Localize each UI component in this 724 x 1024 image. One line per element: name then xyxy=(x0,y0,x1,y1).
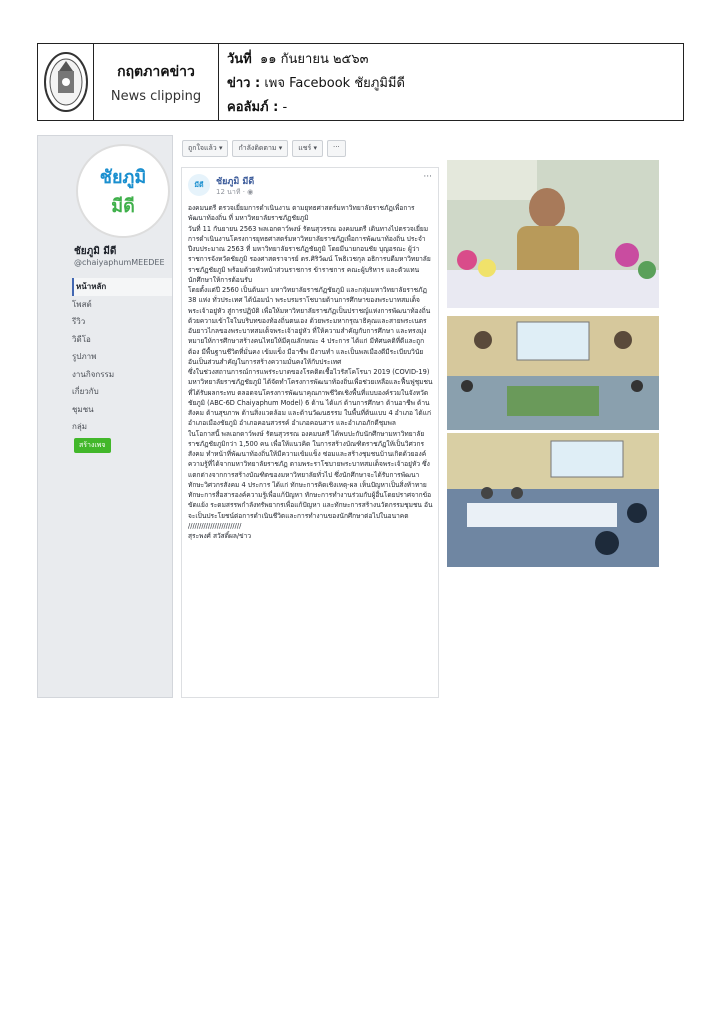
clipping-title-en: News clipping xyxy=(110,88,202,104)
column-label: คอลัมภ์ : xyxy=(227,99,279,115)
post-avatar[interactable]: มีดี xyxy=(188,174,210,196)
post-paragraph: โดยตั้งแต่ปี 2560 เป็นต้นมา มหาวิทยาลัยราชภัฏชัยภูมิ และกลุ่มมหาวิทยาลัยราชภัฏ 38 แห่ง ทั่วประเทศ ได้น้อมนำ พระบรมราโชบายด้านการศึกษาของพระบาทสมเด็จพระเจ้าอยู่หัว สู่การปฏิบัติ เพื่อให้มหาวิทยาลัยราชภัฏเป็นปราชญ์แห่งการพัฒนาท้องถิ่นด้วยความเข้าใจในบริบทของท้องถิ่นตนเอง ด้วยพระมหากรุณาธิคุณและสายพระเนตรอันยาวไกลของพระบาทสมเด็จพระเจ้าอยู่หัว ที่ให้ความสำคัญกับการศึกษา และทรงมุ่งหมายให้การศึกษาสร้างคนไทยให้มีคุณลักษณะ 4 ประการ ได้แก่ มีทัศนคติที่ดีและถูกต้อง มีพื้นฐานชีวิตที่มั่นคง เข้มแข็ง มีอาชีพ มีงานทำ และเป็นพลเมืองดีมีระเบียบวินัย อันเป็นส่วนสำคัญในการสร้างความมั่นคงให้กับประเทศ xyxy=(188,286,431,366)
post-separator: //////////////////////// xyxy=(188,521,242,530)
share-button[interactable]: แชร์ ▾ xyxy=(292,140,323,157)
post-more-icon[interactable]: ··· xyxy=(423,172,432,182)
photo-conference-table xyxy=(447,433,659,567)
liked-button[interactable]: ถูกใจแล้ว ▾ xyxy=(182,140,228,157)
following-button[interactable]: กำลังติดตาม ▾ xyxy=(232,140,288,157)
nav-item-photos[interactable]: รูปภาพ xyxy=(72,352,97,361)
nav-item-events[interactable]: งานกิจกรรม xyxy=(72,369,115,379)
title-cell xyxy=(94,44,219,120)
photo-official-speaking xyxy=(447,160,659,308)
post-photo-1[interactable] xyxy=(447,160,659,308)
post-body xyxy=(188,203,433,541)
facebook-post xyxy=(181,167,439,698)
source-label: ข่าว : xyxy=(227,75,261,91)
meta-cell xyxy=(219,44,683,120)
column-row xyxy=(227,96,675,117)
clipping-title-th: กฤตภาคข่าว xyxy=(117,63,195,80)
nav-item-groups[interactable]: กลุ่ม xyxy=(72,422,88,431)
photo-meeting-room xyxy=(447,316,659,430)
source-row xyxy=(227,72,675,93)
create-page-button[interactable]: สร้างเพจ xyxy=(74,438,111,453)
logo-cell xyxy=(38,44,94,120)
page-name: ชัยภูมิ มีดี xyxy=(74,246,117,257)
nav-item-reviews[interactable]: รีวิว xyxy=(72,317,86,326)
post-timestamp[interactable]: 12 นาที · ◉ xyxy=(216,188,254,196)
fb-page-sidebar xyxy=(37,135,173,698)
post-paragraph: วันที่ 11 กันยายน 2563 พลเอกดาว์พงษ์ รัตนสุวรรณ องคมนตรี เดินทางไปตรวจเยี่ยมการดำเนินงานโครงการยุทธศาสตร์มหาวิทยาลัยราชภัฏเพื่อการพัฒนาท้องถิ่น ประจำปีงบประมาณ 2563 ที่ มหาวิทยาลัยราชภัฏชัยภูมิ โดยมีนายกอนชัย บุญอรณะ ผู้ว่าราชการจังหวัดชัยภูมิ รองศาสตราจารย์ ดร.ศิริวัฒน์ โพธิเวชกุล อธิการบดีมหาวิทยาลัยราชภัฏชัยภูมิ พร้อมด้วยหัวหน้าส่วนราชการ ข้าราชการ คณะผู้บริหาร และตัวแทนนักศึกษาให้การต้อนรับ xyxy=(188,224,431,284)
column-value: - xyxy=(282,99,288,115)
nav-item-videos[interactable]: วิดีโอ xyxy=(72,334,91,344)
nav-item-posts[interactable]: โพสต์ xyxy=(72,299,92,309)
nav-item-home[interactable]: หน้าหลัก xyxy=(72,278,172,296)
page-handle: @chaiyaphumMEEDEE xyxy=(74,258,165,267)
page-action-toolbar xyxy=(182,140,346,157)
post-author[interactable]: ชัยภูมิ มีดี xyxy=(216,177,255,187)
logo-text-2: มีดี xyxy=(111,196,135,217)
nav-item-community[interactable]: ชุมชน xyxy=(72,404,94,414)
post-photo-3[interactable] xyxy=(447,433,659,567)
post-paragraph: ในโอกาสนี้ พลเอกดาว์พงษ์ รัตนสุวรรณ องคมนตรี ได้พบปะกับนักศึกษามหาวิทยาลัยราชภัฏชัยภูมิกว่า 1,500 คน เพื่อให้แนวคิด ในการสร้างบัณฑิตราชภัฏให้เป็นวิศวกรสังคม ทำหน้าที่พัฒนาท้องถิ่นให้มีความเข้มแข็ง ซ่อมและสร้างชุมชนบ้านเกิดด้วยองค์ความรู้ที่ได้จากมหาวิทยาลัยราชภัฏ ตามพระราโชบายพระบาทสมเด็จพระเจ้าอยู่หัว ซึ่งแตกต่างจากการสร้างบัณฑิตของมหาวิทยาลัยทั่วไป ซึ่งนักศึกษาจะได้รับการพัฒนาทักษะวิศวกรสังคม 4 ประการ ได้แก่ ทักษะการคิดเชิงเหตุ-ผล เห็นปัญหาเป็นสิ่งท้าทาย ทักษะการสื่อสารองค์ความรู้เพื่อแก้ปัญหา ทักษะการทำงานร่วมกับผู้อื่นโดยปราศจากข้อขัดแย้ง ระดมสรรพกำลังทรัพยากรเพื่อแก้ปัญหา และทักษะการสร้างนวัตกรรมชุมชน อันจะเป็นประโยชน์ต่อการดำเนินชีวิตและการทำงานของนักศึกษาต่อไปในอนาคต xyxy=(188,429,433,520)
source-value: เพจ Facebook ชัยภูมิมีดี xyxy=(264,75,405,91)
university-seal-icon xyxy=(43,51,89,113)
date-value: ๑๑ กันยายน ๒๕๖๓ xyxy=(260,51,369,67)
facebook-screenshot xyxy=(37,135,659,700)
date-label: วันที่ xyxy=(227,51,252,67)
more-button[interactable]: ··· xyxy=(327,140,346,157)
post-paragraph: องคมนตรี ตรวจเยี่ยมการดำเนินงาน ตามยุทธศาสตร์มหาวิทยาลัยราชภัฏเพื่อการพัฒนาท้องถิ่น ที่ มหาวิทยาลัยราชภัฏชัยภูมิ xyxy=(188,204,415,223)
post-paragraph: ซึ่งในช่วงสถานการณ์การแพร่ระบาดของโรคติดเชื้อไวรัสโคโรนา 2019 (COVID-19) มหาวิทยาลัยราชภัฏชัยภูมิ ได้จัดทำโครงการพัฒนาท้องถิ่นเพื่อช่วยเหลือและฟื้นฟูชุมชนที่ได้รับผลกระทบ ตลอดจนโครงการพัฒนาคุณภาพชีวิตเชิงพื้นที่แบบองค์รวมในจังหวัดชัยภูมิ (ABC-6D Chaiyaphum Model) 6 ด้าน ได้แก่ ด้านการศึกษา ด้านอาชีพ ด้านสังคม ด้านสุขภาพ ด้านสิ่งแวดล้อม และด้านวัฒนธรรม ในพื้นที่ต้นแบบ 4 อำเภอ ได้แก่ อำเภอเมืองชัยภูมิ อำเภอคอนสวรรค์ อำเภอคอนสาร และอำเภอภักดีชุมพล xyxy=(188,368,433,428)
header-table xyxy=(37,43,684,121)
post-byline: สุระพงศ์ สวัสดิ์ผล/ข่าว xyxy=(188,532,252,540)
post-photo-2[interactable] xyxy=(447,316,659,430)
date-row xyxy=(227,48,675,69)
logo-text-1: ชัยภูมิ xyxy=(99,167,147,188)
page-nav xyxy=(72,278,172,436)
nav-item-about[interactable]: เกี่ยวกับ xyxy=(72,387,99,396)
page-profile-logo[interactable] xyxy=(76,144,170,238)
